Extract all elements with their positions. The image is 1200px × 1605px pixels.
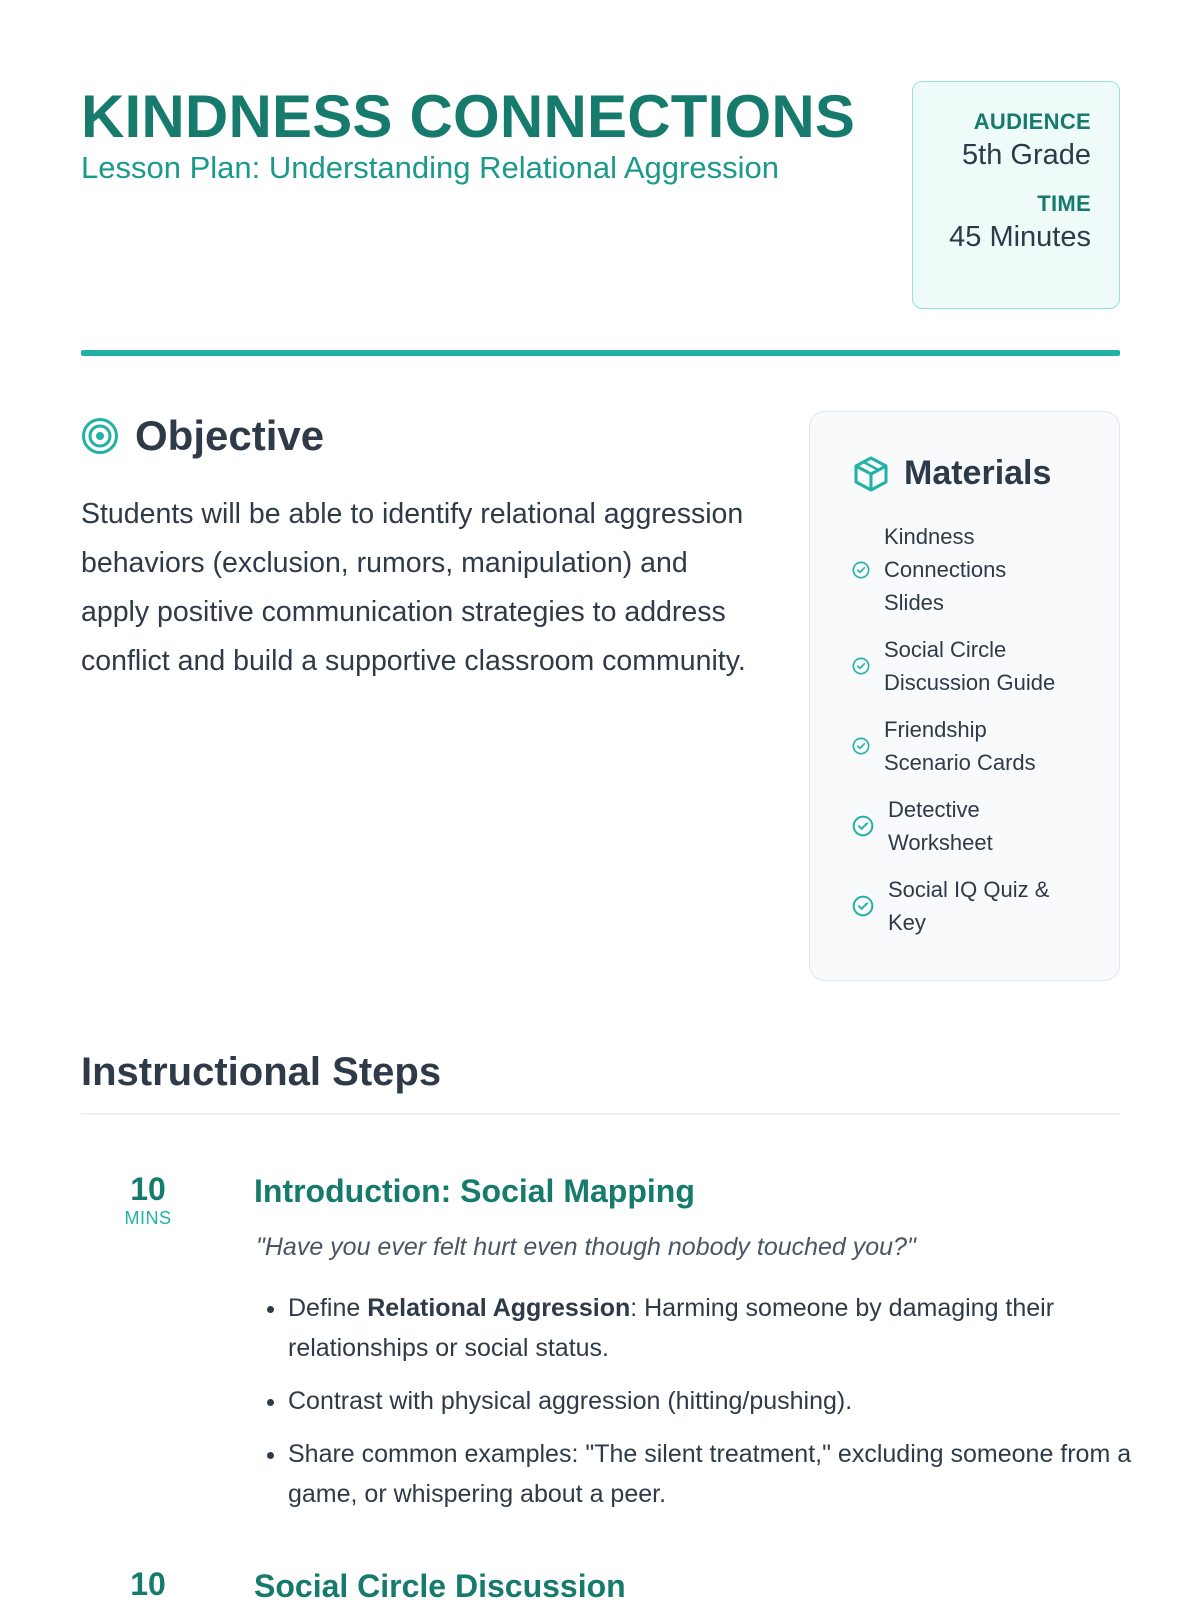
- step-bullets: [256, 1288, 1148, 1527]
- material-label: Detective Worksheet: [888, 797, 993, 855]
- step-title: Social Circle Discussion: [254, 1568, 626, 1604]
- materials-list: [852, 520, 1082, 953]
- objective-heading: [81, 412, 324, 460]
- step-duration-unit: MINS: [124, 1208, 172, 1228]
- material-label: Kindness Connections Slides: [884, 524, 1007, 615]
- materials-title: Materials: [904, 454, 1052, 492]
- bullet-text: : Harming someone by damaging their relationships or social status.: [288, 1294, 1055, 1362]
- lesson-meta-card: [912, 81, 1120, 309]
- header-divider: [81, 350, 1120, 356]
- audience-label: AUDIENCE: [973, 109, 1091, 134]
- bullet-item: • Share common examples: "The silent treatment," excluding someone from a game, or whispering about a peer.: [288, 1434, 1148, 1514]
- steps-title: Instructional Steps: [81, 1050, 442, 1094]
- audience-value: 5th Grade: [962, 139, 1091, 171]
- step-duration-value: 10: [130, 1171, 166, 1207]
- material-item: [852, 873, 1082, 939]
- material-item: [852, 633, 1082, 699]
- steps-divider: [81, 1113, 1120, 1115]
- material-label: Social Circle Discussion Guide: [884, 637, 1056, 695]
- lesson-title: KINDNESS CONNECTIONS: [81, 83, 856, 150]
- bullet-item: [288, 1288, 1148, 1368]
- time-value: 45 Minutes: [949, 221, 1091, 253]
- step-duration: [93, 1171, 203, 1229]
- check-circle-icon: [852, 815, 874, 837]
- material-item: [852, 793, 1082, 859]
- material-label: Friendship Scenario Cards: [884, 717, 1036, 775]
- material-item: [852, 520, 1082, 619]
- materials-heading: [852, 454, 1051, 493]
- objective-text: Students will be able to identify relational aggression behaviors (exclusion, rumors, manipulation) and apply positive communication strategies to address conflict and build a supportive classroom community.: [81, 498, 746, 677]
- objective-title: Objective: [135, 412, 325, 459]
- key-term: Relational Aggression: [367, 1294, 631, 1322]
- check-circle-icon: [852, 737, 870, 755]
- box-icon: [852, 455, 890, 493]
- materials-card: [809, 411, 1120, 981]
- check-circle-icon: [852, 895, 874, 917]
- bullet-item: • Contrast with physical aggression (hitting/pushing).: [288, 1381, 1148, 1421]
- lesson-subtitle: Lesson Plan: Understanding Relational Aggression: [81, 150, 779, 185]
- material-label: Social IQ Quiz & Key: [888, 877, 1050, 935]
- time-label: TIME: [1037, 191, 1091, 216]
- step-quote: "Have you ever felt hurt even though nobody touched you?": [256, 1233, 916, 1261]
- bullet-text: Define: [288, 1294, 368, 1322]
- step-title: Introduction: Social Mapping: [254, 1173, 695, 1209]
- step-duration: [93, 1566, 203, 1602]
- check-circle-icon: [852, 657, 870, 675]
- step-duration-value: 10: [130, 1566, 166, 1602]
- target-icon: [81, 417, 119, 455]
- check-circle-icon: [852, 561, 870, 579]
- material-item: [852, 713, 1082, 779]
